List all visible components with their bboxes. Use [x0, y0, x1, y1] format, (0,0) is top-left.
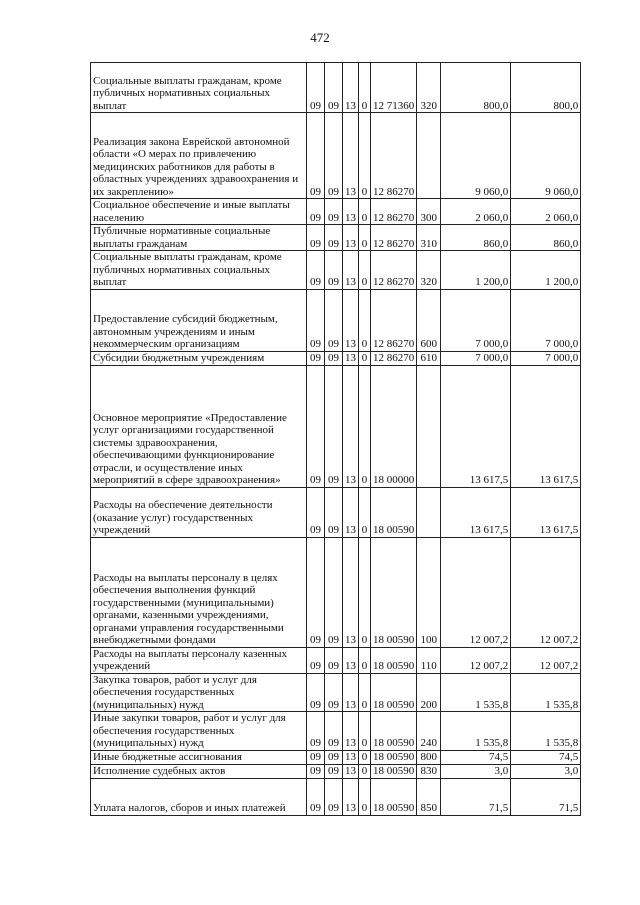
code-gr-cell: 09	[307, 63, 325, 113]
code-rz-cell: 09	[325, 712, 343, 751]
table-row	[91, 673, 581, 712]
code-rz-cell: 09	[325, 764, 343, 778]
code-pr-cell: 13	[343, 487, 359, 537]
code-s-cell: 0	[359, 365, 371, 487]
expense-type-cell	[417, 487, 441, 537]
amount-cell-2: 1 200,0	[511, 251, 581, 290]
code-pr-cell: 13	[343, 199, 359, 225]
name-cell: Расходы на обеспечение деятельности (оказание услуг) государственных учреждений	[91, 487, 307, 537]
amount-cell-2: 2 060,0	[511, 199, 581, 225]
code-pr-cell: 13	[343, 750, 359, 764]
amount-cell-1: 860,0	[441, 225, 511, 251]
code-pr-cell: 13	[343, 673, 359, 712]
amount-cell-2: 74,5	[511, 750, 581, 764]
name-cell: Закупка товаров, работ и услуг для обеспечения государственных (муниципальных) нужд	[91, 673, 307, 712]
code-gr-cell: 09	[307, 712, 325, 751]
amount-cell-2: 7 000,0	[511, 289, 581, 351]
code-rz-cell: 09	[325, 487, 343, 537]
amount-cell-2: 860,0	[511, 225, 581, 251]
code-target-cell: 18 00590	[371, 673, 417, 712]
expense-type-cell: 600	[417, 289, 441, 351]
code-s-cell: 0	[359, 113, 371, 199]
amount-cell-2: 1 535,8	[511, 712, 581, 751]
name-cell: Иные бюджетные ассигнования	[91, 750, 307, 764]
expense-type-cell: 320	[417, 63, 441, 113]
name-cell: Социальные выплаты гражданам, кроме публичных нормативных социальных выплат	[91, 63, 307, 113]
code-target-cell: 12 86270	[371, 199, 417, 225]
amount-cell-1: 71,5	[441, 778, 511, 815]
code-pr-cell: 13	[343, 225, 359, 251]
expense-type-cell: 100	[417, 537, 441, 647]
code-pr-cell: 13	[343, 365, 359, 487]
code-s-cell: 0	[359, 778, 371, 815]
code-gr-cell: 09	[307, 251, 325, 290]
code-target-cell: 12 86270	[371, 251, 417, 290]
code-s-cell: 0	[359, 537, 371, 647]
code-rz-cell: 09	[325, 365, 343, 487]
name-cell: Предоставление субсидий бюджетным, автономным учреждениям и иным некоммерческим организациям	[91, 289, 307, 351]
code-target-cell: 18 00590	[371, 750, 417, 764]
code-gr-cell: 09	[307, 113, 325, 199]
code-gr-cell: 09	[307, 289, 325, 351]
table-row	[91, 289, 581, 351]
code-gr-cell: 09	[307, 673, 325, 712]
code-s-cell: 0	[359, 63, 371, 113]
name-cell: Социальные выплаты гражданам, кроме публичных нормативных социальных выплат	[91, 251, 307, 290]
code-s-cell: 0	[359, 712, 371, 751]
name-cell: Иные закупки товаров, работ и услуг для обеспечения государственных (муниципальных) нужд	[91, 712, 307, 751]
expense-type-cell: 610	[417, 351, 441, 365]
table-row	[91, 225, 581, 251]
name-cell: Субсидии бюджетным учреждениям	[91, 351, 307, 365]
code-rz-cell: 09	[325, 289, 343, 351]
amount-cell-1: 13 617,5	[441, 365, 511, 487]
code-target-cell: 12 71360	[371, 63, 417, 113]
table-row	[91, 113, 581, 199]
amount-cell-2: 12 007,2	[511, 647, 581, 673]
code-pr-cell: 13	[343, 289, 359, 351]
budget-table	[90, 62, 581, 816]
code-rz-cell: 09	[325, 647, 343, 673]
expense-type-cell: 240	[417, 712, 441, 751]
table-row	[91, 351, 581, 365]
code-pr-cell: 13	[343, 113, 359, 199]
table-row	[91, 487, 581, 537]
code-pr-cell: 13	[343, 712, 359, 751]
code-s-cell: 0	[359, 750, 371, 764]
code-gr-cell: 09	[307, 778, 325, 815]
code-gr-cell: 09	[307, 537, 325, 647]
page-number: 472	[310, 30, 330, 45]
amount-cell-1: 74,5	[441, 750, 511, 764]
amount-cell-1: 1 200,0	[441, 251, 511, 290]
name-cell: Публичные нормативные социальные выплаты гражданам	[91, 225, 307, 251]
table-row	[91, 199, 581, 225]
expense-type-cell: 320	[417, 251, 441, 290]
name-cell: Расходы на выплаты персоналу в целях обеспечения выполнения функций государственными (муниципальными) органами, казенными учреждениями, органами управления государственными внебюджетными фондами	[91, 537, 307, 647]
name-cell: Основное мероприятие «Предоставление услуг организациями государственной системы здравоохранения, обеспечивающими функционирование отрасли, и осуществление иных мероприятий в сфере здравоохранения»	[91, 365, 307, 487]
amount-cell-1: 12 007,2	[441, 537, 511, 647]
code-pr-cell: 13	[343, 764, 359, 778]
code-rz-cell: 09	[325, 778, 343, 815]
amount-cell-1: 2 060,0	[441, 199, 511, 225]
expense-type-cell: 200	[417, 673, 441, 712]
table-row	[91, 251, 581, 290]
code-target-cell: 18 00590	[371, 647, 417, 673]
amount-cell-1: 7 000,0	[441, 289, 511, 351]
code-rz-cell: 09	[325, 251, 343, 290]
amount-cell-2: 71,5	[511, 778, 581, 815]
expense-type-cell: 310	[417, 225, 441, 251]
name-cell: Реализация закона Еврейской автономной области «О мерах по привлечению медицинских работников для работы в областных учреждениях здравоохранения и их закреплению»	[91, 113, 307, 199]
amount-cell-1: 3,0	[441, 764, 511, 778]
name-cell: Социальное обеспечение и иные выплаты населению	[91, 199, 307, 225]
amount-cell-1: 13 617,5	[441, 487, 511, 537]
code-rz-cell: 09	[325, 537, 343, 647]
code-s-cell: 0	[359, 764, 371, 778]
amount-cell-1: 800,0	[441, 63, 511, 113]
code-s-cell: 0	[359, 647, 371, 673]
code-target-cell: 12 86270	[371, 351, 417, 365]
code-pr-cell: 13	[343, 351, 359, 365]
code-rz-cell: 09	[325, 351, 343, 365]
expense-type-cell: 800	[417, 750, 441, 764]
code-target-cell: 18 00590	[371, 537, 417, 647]
amount-cell-1: 1 535,8	[441, 673, 511, 712]
expense-type-cell	[417, 365, 441, 487]
code-s-cell: 0	[359, 199, 371, 225]
code-target-cell: 12 86270	[371, 113, 417, 199]
code-target-cell: 18 00590	[371, 764, 417, 778]
code-gr-cell: 09	[307, 487, 325, 537]
table-row	[91, 778, 581, 815]
code-target-cell: 18 00590	[371, 712, 417, 751]
expense-type-cell: 850	[417, 778, 441, 815]
name-cell: Исполнение судебных актов	[91, 764, 307, 778]
code-gr-cell: 09	[307, 199, 325, 225]
code-gr-cell: 09	[307, 750, 325, 764]
expense-type-cell: 110	[417, 647, 441, 673]
code-target-cell: 18 00590	[371, 487, 417, 537]
code-rz-cell: 09	[325, 225, 343, 251]
code-s-cell: 0	[359, 289, 371, 351]
code-target-cell: 18 00000	[371, 365, 417, 487]
amount-cell-1: 12 007,2	[441, 647, 511, 673]
table-row	[91, 647, 581, 673]
code-rz-cell: 09	[325, 63, 343, 113]
amount-cell-1: 9 060,0	[441, 113, 511, 199]
code-gr-cell: 09	[307, 351, 325, 365]
code-rz-cell: 09	[325, 750, 343, 764]
code-s-cell: 0	[359, 251, 371, 290]
amount-cell-2: 13 617,5	[511, 365, 581, 487]
code-gr-cell: 09	[307, 365, 325, 487]
expense-type-cell: 830	[417, 764, 441, 778]
code-pr-cell: 13	[343, 778, 359, 815]
code-pr-cell: 13	[343, 63, 359, 113]
code-rz-cell: 09	[325, 199, 343, 225]
code-gr-cell: 09	[307, 647, 325, 673]
code-pr-cell: 13	[343, 647, 359, 673]
code-gr-cell: 09	[307, 225, 325, 251]
code-target-cell: 18 00590	[371, 778, 417, 815]
code-s-cell: 0	[359, 487, 371, 537]
amount-cell-2: 800,0	[511, 63, 581, 113]
table-row	[91, 712, 581, 751]
amount-cell-2: 3,0	[511, 764, 581, 778]
code-target-cell: 12 86270	[371, 289, 417, 351]
expense-type-cell	[417, 113, 441, 199]
amount-cell-2: 9 060,0	[511, 113, 581, 199]
table-body	[91, 63, 581, 816]
table-row	[91, 537, 581, 647]
code-rz-cell: 09	[325, 113, 343, 199]
table-row	[91, 63, 581, 113]
table-row	[91, 764, 581, 778]
table-row	[91, 750, 581, 764]
amount-cell-2: 12 007,2	[511, 537, 581, 647]
amount-cell-1: 1 535,8	[441, 712, 511, 751]
amount-cell-2: 7 000,0	[511, 351, 581, 365]
code-pr-cell: 13	[343, 251, 359, 290]
code-s-cell: 0	[359, 225, 371, 251]
code-s-cell: 0	[359, 673, 371, 712]
amount-cell-1: 7 000,0	[441, 351, 511, 365]
name-cell: Уплата налогов, сборов и иных платежей	[91, 778, 307, 815]
name-cell: Расходы на выплаты персоналу казенных учреждений	[91, 647, 307, 673]
amount-cell-2: 13 617,5	[511, 487, 581, 537]
expense-type-cell: 300	[417, 199, 441, 225]
code-s-cell: 0	[359, 351, 371, 365]
code-gr-cell: 09	[307, 764, 325, 778]
code-pr-cell: 13	[343, 537, 359, 647]
amount-cell-2: 1 535,8	[511, 673, 581, 712]
code-target-cell: 12 86270	[371, 225, 417, 251]
code-rz-cell: 09	[325, 673, 343, 712]
table-row	[91, 365, 581, 487]
